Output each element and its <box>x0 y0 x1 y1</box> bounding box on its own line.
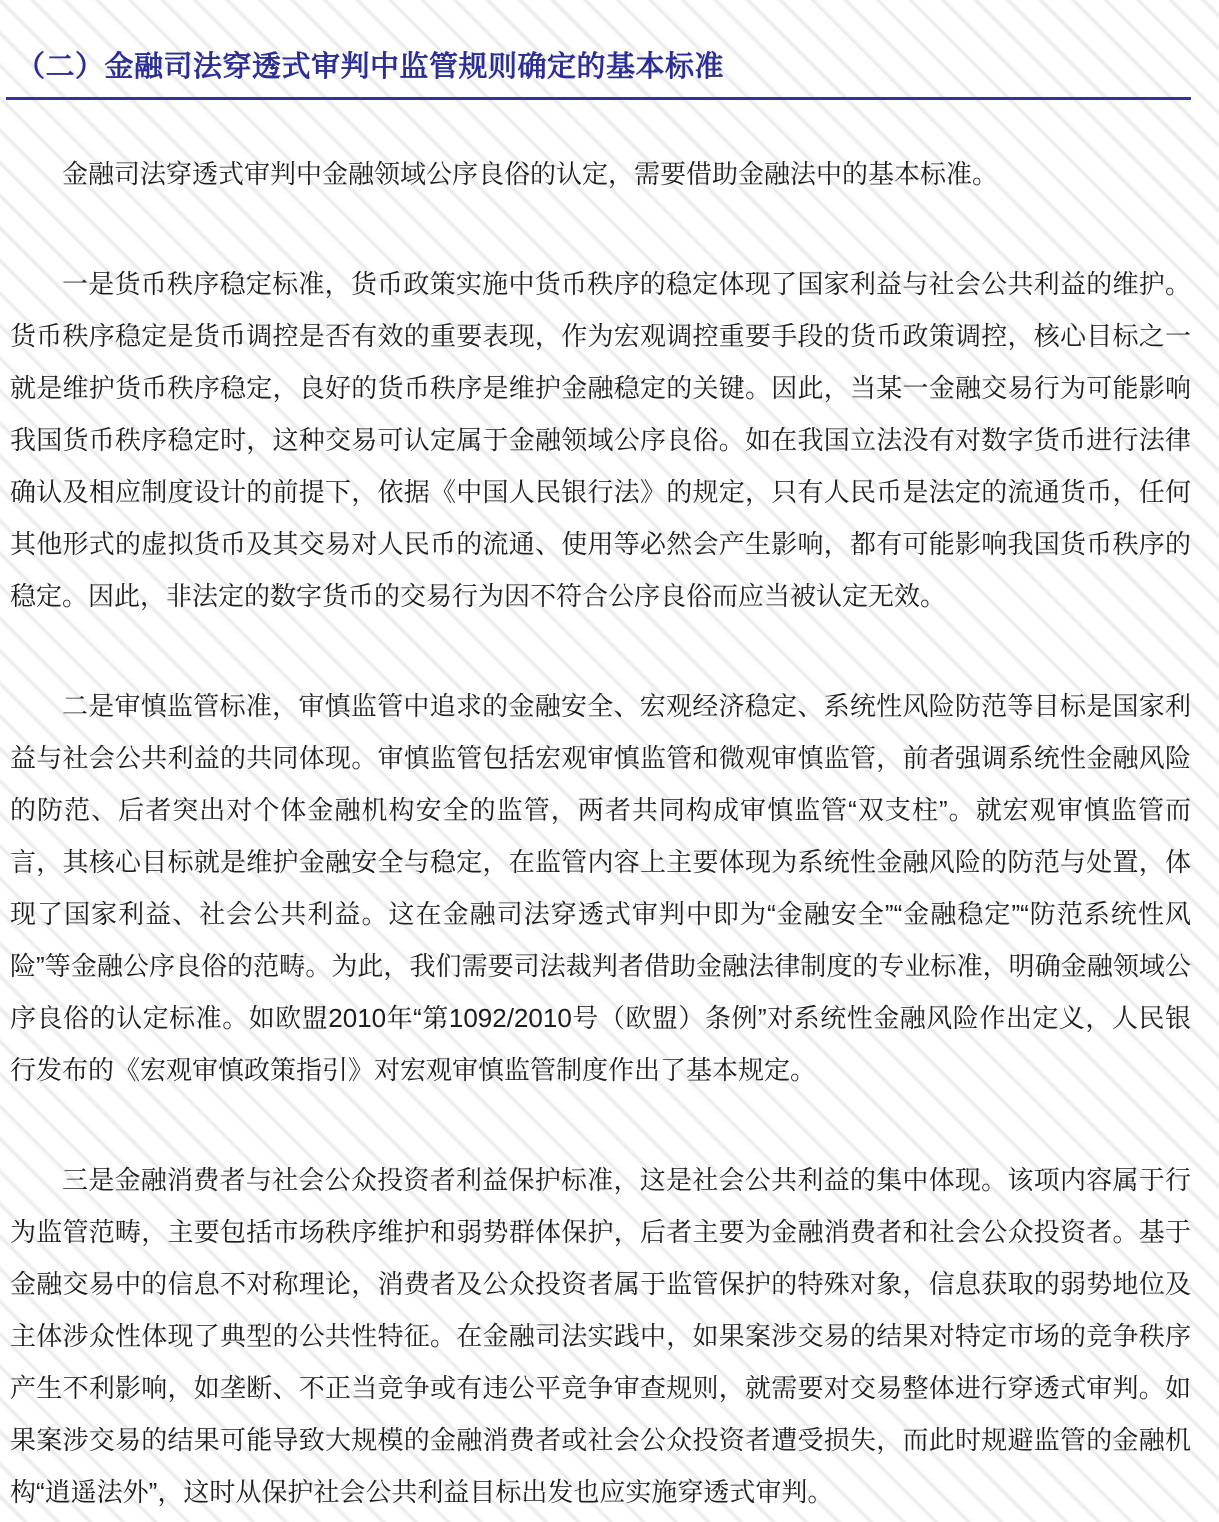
section-heading: （二）金融司法穿透式审判中监管规则确定的基本标准 <box>16 51 725 83</box>
paragraph-standard-two-prudential-regulation: 二是审慎监管标准，审慎监管中追求的金融安全、宏观经济稳定、系统性风险防范等目标是国家利益与社会公共利益的共同体现。审慎监管包括宏观审慎监管和微观审慎监管，前者强调系统性金融风险的防范、后者突出对个体金融机构安全的监管，两者共同构成审慎监管“双支柱”。就宏观审慎监管而言，其核心目标就是维护金融安全与稳定，在监管内容上主要体现为系统性金融风险的防范与处置，体现了国家利益、社会公共利益。这在金融司法穿透式审判中即为“金融安全”“金融稳定”“防范系统性风险”等金融公序良俗的范畴。为此，我们需要司法裁判者借助金融法律制度的专业标准，明确金融领域公序良俗的认定标准。如欧盟2010年“第1092/2010号（欧盟）条例”对系统性金融风险作出定义，人民银行发布的《宏观审慎政策指引》对宏观审慎监管制度作出了基本规定。 <box>10 691 1191 1085</box>
article-body <box>10 148 1191 1518</box>
paragraph-standard-three-consumer-protection: 三是金融消费者与社会公众投资者利益保护标准，这是社会公共利益的集中体现。该项内容属于行为监管范畴，主要包括市场秩序维护和弱势群体保护，后者主要为金融消费者和社会公众投资者。基于金融交易中的信息不对称理论，消费者及公众投资者属于监管保护的特殊对象，信息获取的弱势地位及主体涉众性体现了典型的公共性特征。在金融司法实践中，如果案涉交易的结果对特定市场的竞争秩序产生不利影响，如垄断、不正当竞争或有违公平竞争审查规则，就需要对交易整体进行穿透式审判。如果案涉交易的结果可能导致大规模的金融消费者或社会公众投资者遭受损失，而此时规避监管的金融机构“逍遥法外”，这时从保护社会公共利益目标出发也应实施穿透式审判。 <box>10 1165 1191 1507</box>
paragraph-intro: 金融司法穿透式审判中金融领域公序良俗的认定，需要借助金融法中的基本标准。 <box>62 159 999 189</box>
paragraph-standard-one-monetary-order: 一是货币秩序稳定标准，货币政策实施中货币秩序的稳定体现了国家利益与社会公共利益的维护。货币秩序稳定是货币调控是否有效的重要表现，作为宏观调控重要手段的货币政策调控，核心目标之一就是维护货币秩序稳定，良好的货币秩序是维护金融稳定的关键。因此，当某一金融交易行为可能影响我国货币秩序稳定时，这种交易可认定属于金融领域公序良俗。如在我国立法没有对数字货币进行法律确认及相应制度设计的前提下，依据《中国人民银行法》的规定，只有人民币是法定的流通货币，任何其他形式的虚拟货币及其交易对人民币的流通、使用等必然会产生影响，都有可能影响我国货币秩序的稳定。因此，非法定的数字货币的交易行为因不符合公序良俗而应当被认定无效。 <box>10 269 1191 611</box>
heading-divider-line <box>6 97 1191 100</box>
